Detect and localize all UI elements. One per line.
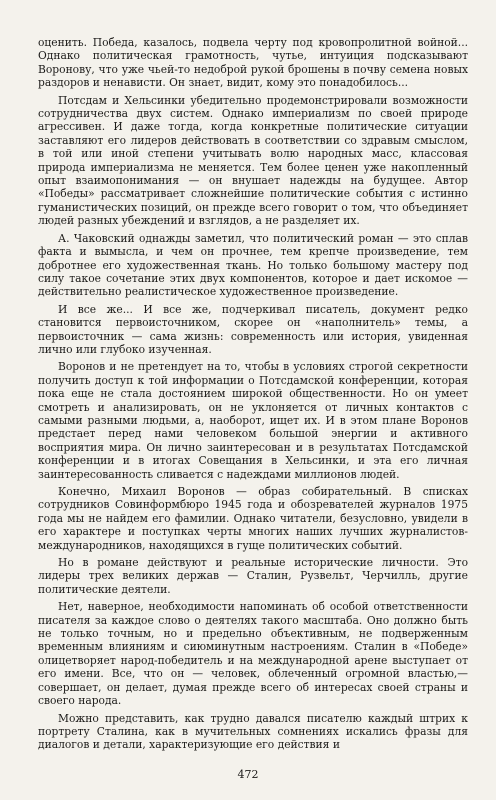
paragraph-4: И все же... И все же, подчеркивал писатель, документ редко становится первоисточником, скорее он «наполнитель» темы, а первоисточник — сама жизнь: современность или история, увиденная лично или глубоко изученная. [38, 302, 468, 356]
paragraph-5: Воронов и не претендует на то, чтобы в условиях строгой секретности получить доступ к той информации о Потсдамской конференции, которая пока еще не стала достоянием широкой общественности. Но он умеет смотреть и анализировать, он не уклоняется от личных контактов с самыми разными людьми, а, наоборот, ищет их. И в этом плане Воронов предстает перед нами человеком большой энергии и активного восприятия мира. Он лично заинтересован и в результатах Потсдамской конференции и в итогах Совещания в Хельсинки, и эта его личная заинтересованность сливается с надеждами миллионов людей. [38, 360, 468, 481]
body-text [38, 36, 468, 752]
page-number: 472 [237, 768, 259, 781]
paragraph-9: Можно представить, как трудно давался писателю каждый штрих к портрету Сталина, как в мучительных сомнениях искались фразы для диалогов и детали, характеризующие его действия и [38, 711, 468, 752]
paragraph-3: А. Чаковский однажды заметил, что политический роман — это сплав факта и вымысла, и чем он прочнее, тем крепче произведение, тем добротнее его художественная ткань. Но только большому мастеру под силу такое сочетание этих двух компонентов, которое и дает искомое — действительно реалистическое художественное произведение. [38, 231, 468, 299]
paragraph-7: Но в романе действуют и реальные исторические личности. Это лидеры трех великих держав — Сталин, Рузвельт, Черчилль, другие политические деятели. [38, 556, 468, 596]
paragraph-8: Нет, наверное, необходимости напоминать об особой ответственности писателя за каждое слово о деятелях такого масштаба. Оно должно быть не только точным, но и предельно объективным, не подверженным временным влияниям и сиюминутным настроениям. Сталин в «Победе» олицетворяет народ-победитель и на международной арене выступает от его имени. Все, что он — человек, облеченный огромной властью,— совершает, он делает, думая прежде всего об интересах своей страны и своего народа. [38, 600, 468, 708]
paragraph-6: Конечно, Михаил Воронов — образ собирательный. В списках сотрудников Совинформбюро 1945 года и обозревателей журналов 1975 года мы не найдем его фамилии. Однако читатели, безусловно, увидели в его характере и поступках черты многих наших лучших журналистов-международников, находящихся в гуще политических событий. [38, 485, 468, 552]
paragraph-2: Потсдам и Хельсинки убедительно продемонстрировали возможности сотрудничества двух систем. Однако империализм по своей природе агрессивен. И даже тогда, когда конкретные политические ситуации заставляют его лидеров действовать в соответствии со здравым смыслом, в той или иной степени учитывать волю народных масс, классовая природа империализма не меняется. Тем более ценен уже накопленный опыт взаимопонимания — он внушает надежды на будущее. Автор «Победы» рассматривает сложнейшие политические события с истинно гуманистических позиций, он прежде всего говорит о том, что объединяет людей разных убеждений и взглядов, а не разделяет их. [38, 93, 468, 228]
paragraph-1: оценить. Победа, казалось, подвела черту под кровопролитной войной... Однако политическая грамотность, чутье, интуиция подсказывают Воронову, что уже чьей-то недоброй рукой брошены в почву семена новых раздоров и ненависти. Он знает, видит, кому это понадобилось... [38, 36, 468, 90]
